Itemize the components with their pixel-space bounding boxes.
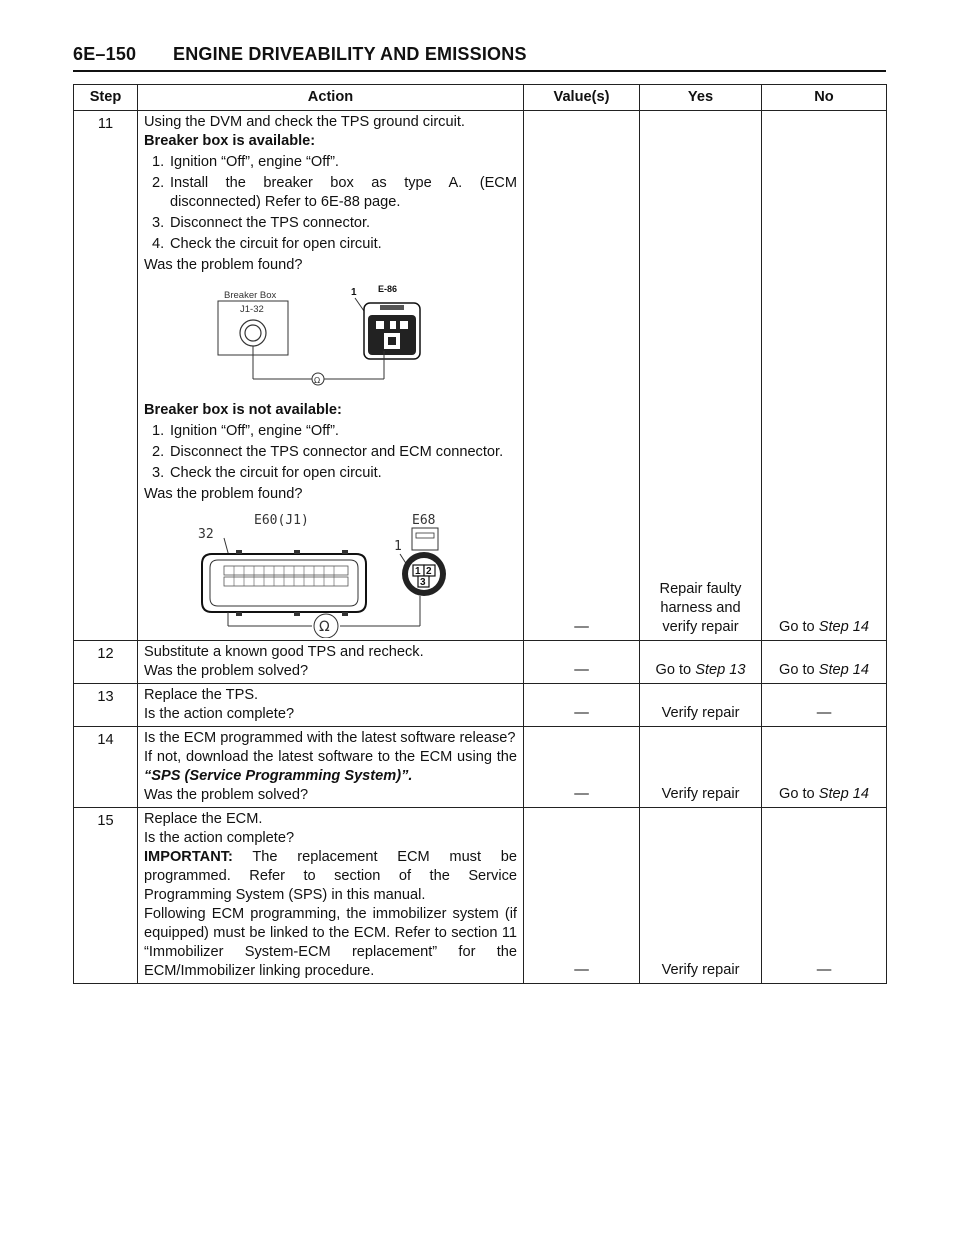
table-header-row: [74, 85, 887, 111]
no-cell: Go to Step 14: [762, 111, 887, 641]
action-cell: Replace the ECM. Is the action complete? IMPORTANT: The replacement ECM must be programmed. Refer to section of the Service Programming System (SPS) in this manual. Following ECM programming, the immobilizer system (if equipped) must be linked to the ECM. Refer to section 11 “Immobilizer System-ECM replacement” for the ECM/Immobilizer linking procedure.: [138, 808, 524, 984]
svg-text:1: 1: [415, 566, 421, 577]
ecm-connector-icon: [202, 550, 366, 616]
column-header-values: Value(s): [524, 85, 640, 111]
meter-symbol: Ω: [319, 619, 330, 635]
no-cell: Go to Step 14: [762, 727, 887, 808]
section-heading: Breaker box is available:: [144, 133, 316, 149]
step-number: 12: [74, 641, 138, 684]
section-heading: Breaker box is not available:: [144, 402, 342, 418]
list-item: 1. Ignition “Off”, engine “Off”.: [152, 154, 339, 170]
svg-text:3: 3: [420, 577, 426, 588]
column-header-yes: Yes: [640, 85, 762, 111]
svg-text:2: 2: [426, 566, 432, 577]
step-number: 15: [74, 808, 138, 984]
yes-cell: Verify repair: [640, 684, 762, 727]
values-cell: —: [524, 641, 640, 684]
list-item: 4. Check the circuit for open circuit.: [152, 236, 382, 252]
breaker-box-label: Breaker Box: [224, 290, 277, 301]
meter-symbol: Ω: [314, 376, 321, 385]
important-label: IMPORTANT:: [144, 849, 233, 865]
table-row: [74, 641, 887, 684]
list-item: 3. Check the circuit for open circuit.: [152, 465, 382, 481]
page-header: [73, 44, 886, 72]
page-number: 6E–150: [73, 44, 137, 64]
action-text: Using the DVM and check the TPS ground circuit.: [144, 114, 465, 130]
table-row: [74, 727, 887, 808]
list-item: 2. Install the breaker box as type A. (ECM disconnected) Refer to 6E-88 page.: [152, 175, 517, 210]
table-row: [74, 808, 887, 984]
procedure-list: [144, 422, 517, 483]
procedure-list: [144, 153, 517, 254]
no-cell: —: [762, 684, 887, 727]
action-cell: [138, 111, 524, 641]
list-item: 2. Disconnect the TPS connector and ECM connector.: [152, 444, 504, 460]
yes-cell: Repair faulty harness and verify repair: [640, 111, 762, 641]
tps-connector-label: E68: [412, 513, 436, 528]
action-cell: Substitute a known good TPS and recheck. Was the problem solved?: [138, 641, 524, 684]
no-cell: Go to Step 14: [762, 641, 887, 684]
table-row: [74, 684, 887, 727]
list-item: 1. Ignition “Off”, engine “Off”.: [152, 423, 339, 439]
ecm-connector-label: E60(J1): [254, 513, 309, 528]
yes-cell: Verify repair: [640, 727, 762, 808]
column-header-no: No: [762, 85, 887, 111]
values-cell: —: [524, 684, 640, 727]
values-cell: —: [524, 808, 640, 984]
step-number: 14: [74, 727, 138, 808]
tps-plug-icon: [402, 528, 446, 596]
tps-pin-label: 1: [394, 539, 402, 554]
action-cell: Replace the TPS. Is the action complete?: [138, 684, 524, 727]
no-cell: —: [762, 808, 887, 984]
yes-cell: Verify repair: [640, 808, 762, 984]
action-question: Was the problem found?: [144, 257, 303, 273]
step-number: 13: [74, 684, 138, 727]
diagnostic-steps-table: [73, 84, 887, 984]
terminal-jack-icon: [240, 320, 266, 346]
terminal-label: J1-32: [240, 304, 264, 315]
connector-label: E-86: [378, 284, 398, 294]
action-question: Was the problem found?: [144, 486, 303, 502]
breaker-box-diagram: [144, 279, 516, 397]
column-header-action: Action: [138, 85, 524, 111]
tps-connector-icon: [364, 303, 420, 359]
list-item: 3. Disconnect the TPS connector.: [152, 215, 371, 231]
action-cell: Is the ECM programmed with the latest software release? If not, download the latest software to the ECM using the “SPS (Service Programming System)”. Was the problem solved?: [138, 727, 524, 808]
values-cell: —: [524, 727, 640, 808]
column-header-step: Step: [74, 85, 138, 111]
table-row: [74, 111, 887, 641]
yes-cell: Go to Step 13: [640, 641, 762, 684]
ecm-connector-diagram: [144, 510, 516, 638]
step-number: 11: [74, 111, 138, 641]
page-title: ENGINE DRIVEABILITY AND EMISSIONS: [173, 44, 527, 64]
pin-label: 1: [351, 287, 357, 298]
ecm-pin-label: 32: [198, 527, 214, 542]
values-cell: —: [524, 111, 640, 641]
